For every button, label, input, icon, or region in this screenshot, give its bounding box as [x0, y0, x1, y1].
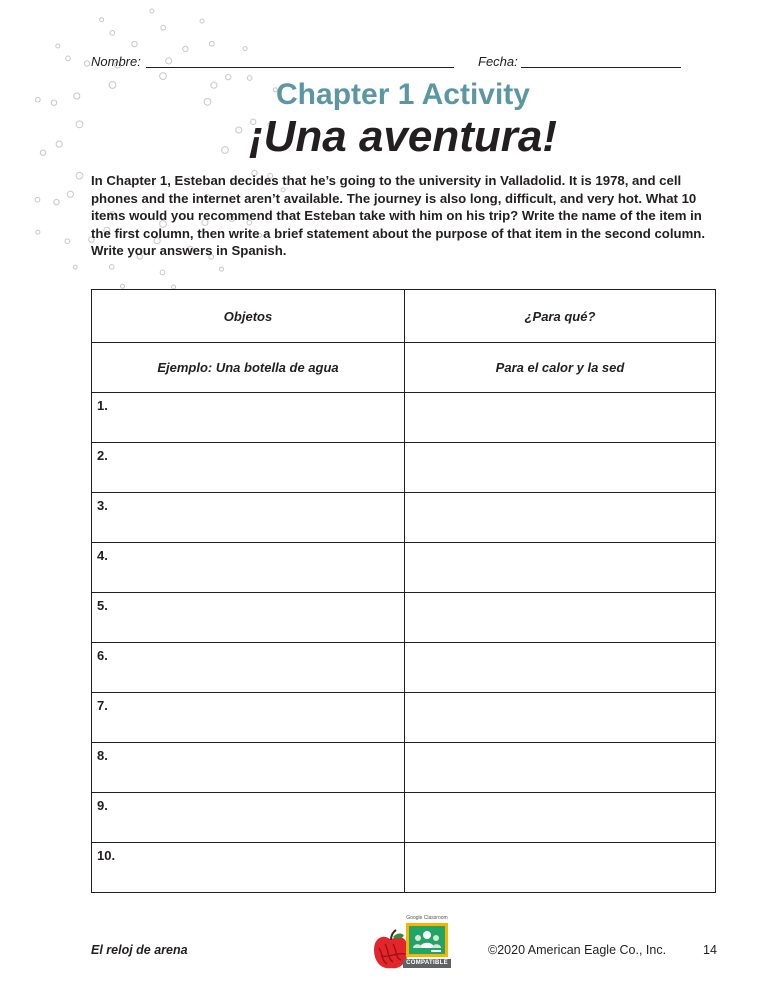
decorative-dot [161, 25, 166, 30]
row-number: 6. [97, 648, 108, 663]
decorative-dot [56, 44, 60, 48]
object-answer-cell[interactable] [92, 443, 405, 493]
table-row [92, 843, 716, 893]
decorative-dot [209, 41, 214, 46]
classroom-board-icon [406, 923, 448, 957]
table-row [92, 793, 716, 843]
table-header-row [92, 290, 716, 343]
decorative-dot [73, 265, 77, 269]
decorative-dot [54, 199, 59, 204]
object-answer-cell[interactable] [92, 543, 405, 593]
example-row [92, 343, 716, 393]
object-answer-cell[interactable] [92, 743, 405, 793]
decorative-dot [121, 284, 125, 288]
table-row [92, 543, 716, 593]
purpose-answer-cell[interactable] [405, 743, 716, 793]
row-number: 5. [97, 598, 108, 613]
row-number: 9. [97, 798, 108, 813]
table-row [92, 643, 716, 693]
row-number: 4. [97, 548, 108, 563]
object-answer-cell[interactable] [92, 843, 405, 893]
object-answer-cell[interactable] [92, 593, 405, 643]
table-row [92, 393, 716, 443]
badge-bottom-label: COMPATIBLE [403, 959, 451, 968]
object-answer-cell[interactable] [92, 493, 405, 543]
purpose-answer-cell[interactable] [405, 543, 716, 593]
decorative-dot [67, 191, 73, 197]
decorative-dot [200, 19, 204, 23]
example-purpose: Para el calor y la sed [405, 343, 716, 393]
badge-top-label: Google Classroom [406, 915, 448, 921]
decorative-dot [109, 265, 114, 270]
google-classroom-badge [401, 915, 453, 977]
row-number: 3. [97, 498, 108, 513]
chapter-title: Chapter 1 Activity [276, 78, 530, 111]
decorative-dot [150, 9, 154, 13]
instructions-text: In Chapter 1, Esteban decides that he’s going to the university in Valladolid. It is 1978, and cell phones and the internet aren’t available. The journey is also long, difficult, and very hot. What 10 items would you recommend that Esteban take with him on his trip? Write the name of the item in the first column, then write a brief statement about the purpose of that item in the second column. Write your answers in Spanish. [91, 173, 706, 258]
table-row [92, 493, 716, 543]
page-number: 14 [703, 943, 717, 957]
object-answer-cell[interactable] [92, 393, 405, 443]
decorative-dot [243, 47, 247, 51]
decorative-dot [65, 239, 70, 244]
activity-table [91, 289, 716, 893]
object-answer-cell[interactable] [92, 793, 405, 843]
copyright: ©2020 American Eagle Co., Inc. [488, 943, 667, 957]
date-label: Fecha: [478, 54, 518, 69]
decorative-dot [220, 267, 224, 271]
object-answer-cell[interactable] [92, 643, 405, 693]
decorative-dot [132, 41, 137, 46]
decorative-dot [110, 31, 115, 36]
row-number: 7. [97, 698, 108, 713]
decorative-dot [160, 270, 165, 275]
decorative-dot [76, 172, 83, 179]
object-answer-cell[interactable] [92, 693, 405, 743]
name-label: Nombre: [91, 54, 141, 69]
decorative-dot [183, 46, 188, 51]
decorative-dot [66, 56, 71, 61]
row-number: 1. [97, 398, 108, 413]
table-row [92, 743, 716, 793]
table-row [92, 693, 716, 743]
row-number: 8. [97, 748, 108, 763]
row-number: 10. [97, 848, 116, 863]
table-row [92, 593, 716, 643]
purpose-answer-cell[interactable] [405, 843, 716, 893]
page-title: ¡Una aventura! [248, 112, 558, 161]
table-row [92, 443, 716, 493]
name-field[interactable] [146, 67, 454, 68]
decorative-dot [100, 18, 104, 22]
purpose-answer-cell[interactable] [405, 393, 716, 443]
header-objetos: Objetos [92, 290, 405, 343]
purpose-answer-cell[interactable] [405, 593, 716, 643]
decorative-dot [35, 197, 40, 202]
example-object: Ejemplo: Una botella de agua [92, 343, 405, 393]
purpose-answer-cell[interactable] [405, 443, 716, 493]
purpose-answer-cell[interactable] [405, 693, 716, 743]
decorative-dot [36, 230, 40, 234]
book-title: El reloj de arena [91, 943, 188, 957]
purpose-answer-cell[interactable] [405, 643, 716, 693]
row-number: 2. [97, 448, 108, 463]
decorative-dot [84, 61, 89, 66]
purpose-answer-cell[interactable] [405, 793, 716, 843]
date-field[interactable] [521, 67, 681, 68]
header-para-que: ¿Para qué? [405, 290, 716, 343]
name-date-line [91, 53, 681, 71]
purpose-answer-cell[interactable] [405, 493, 716, 543]
